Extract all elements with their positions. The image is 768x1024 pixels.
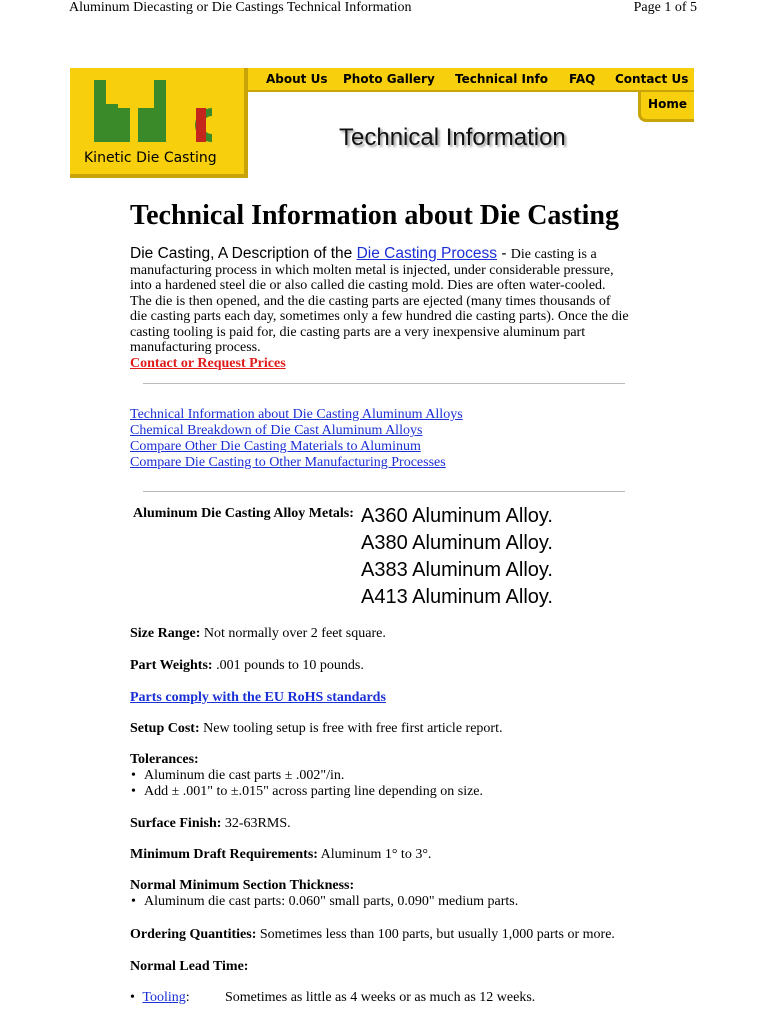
spec-size-range <box>130 626 386 642</box>
intro-dash: - <box>497 245 511 262</box>
link-compare-materials[interactable]: Compare Other Die Casting Materials to Aluminum <box>130 439 421 454</box>
divider <box>143 383 625 384</box>
spec-value: Not normally over 2 feet square. <box>200 626 386 641</box>
banner-title: Technical Information <box>339 124 566 151</box>
list-item: • Aluminum die cast parts ± .002"/in. <box>130 768 483 784</box>
intro-body: Die casting is a manufacturing process in which molten metal is injected, under considerable pressure, into a hardened steel die or also called die casting mold. Dies are often water-cooled. The die is then opened, and the die casting parts are ejected (many times thousands of die casting parts each day, sometimes only a few hundred die casting parts). Once the die casting tooling is paid for, die casting parts are a very inexpensive aluminum part manufacturing process. <box>130 247 629 355</box>
lead-time-tooling <box>130 990 536 1006</box>
tooling-colon: : <box>185 990 190 1005</box>
spec-ordering <box>130 927 615 943</box>
divider <box>143 491 625 492</box>
spec-tolerances <box>130 752 483 800</box>
spec-label: Part Weights: <box>130 658 213 673</box>
print-document-title: Aluminum Diecasting or Die Castings Technical Information <box>69 0 412 15</box>
contact-request-prices-link[interactable]: Contact or Request Prices <box>130 355 286 371</box>
spec-lead-time <box>130 959 248 975</box>
tooling-value: Sometimes as little as 4 weeks or as much as 12 weeks. <box>225 990 536 1005</box>
spec-label: Normal Minimum Section Thickness: <box>130 878 355 893</box>
nav-technical-info[interactable]: Technical Info <box>455 72 549 86</box>
link-chemical-breakdown[interactable]: Chemical Breakdown of Die Cast Aluminum Alloys <box>130 423 423 438</box>
spec-surface-finish <box>130 816 291 832</box>
spec-value: .001 pounds to 10 pounds. <box>212 658 364 673</box>
spec-label: Tolerances: <box>130 752 199 767</box>
spec-label: Setup Cost: <box>130 721 200 736</box>
link-aluminum-alloys[interactable]: Technical Information about Die Casting Aluminum Alloys <box>130 407 463 422</box>
nav-faq[interactable]: FAQ <box>569 72 596 86</box>
list-item: • Aluminum die cast parts: 0.060" small parts, 0.090" medium parts. <box>130 894 518 910</box>
spec-section-thickness <box>130 878 518 910</box>
alloy-metals-label: Aluminum Die Casting Alloy Metals: <box>133 506 354 521</box>
print-page-number: Page 1 of 5 <box>633 0 697 15</box>
page-title: Technical Information about Die Casting <box>130 200 620 231</box>
spec-value: New tooling setup is free with free first article report. <box>199 721 503 736</box>
spec-value: Aluminum 1° to 3°. <box>317 847 432 862</box>
kdc-logo-icon <box>92 78 224 148</box>
section-list <box>130 894 518 910</box>
nav-home[interactable]: Home <box>638 92 694 122</box>
tolerances-list <box>130 768 483 800</box>
intro-lead: Die Casting, A Description of the <box>130 245 357 262</box>
intro-paragraph <box>130 246 630 371</box>
spec-label: Ordering Quantities: <box>130 927 257 942</box>
spec-part-weights <box>130 658 364 674</box>
spec-label: Normal Lead Time: <box>130 959 249 974</box>
spec-label: Minimum Draft Requirements: <box>130 847 318 862</box>
spec-value: Sometimes less than 100 parts, but usually 1,000 parts or more. <box>256 927 615 942</box>
alloy-item: A413 Aluminum Alloy. <box>361 586 553 608</box>
print-header <box>0 0 768 22</box>
logo-text: Kinetic Die Casting <box>84 150 217 166</box>
site-banner <box>70 68 694 184</box>
spec-setup-cost <box>130 721 502 737</box>
nav-contact-us[interactable]: Contact Us <box>615 72 689 86</box>
list-item: • Add ± .001" to ±.015" across parting line depending on size. <box>130 784 483 800</box>
logo[interactable] <box>70 68 248 178</box>
die-casting-process-link[interactable]: Die Casting Process <box>356 245 498 262</box>
bullet: • <box>130 990 135 1005</box>
rohs-row <box>130 690 386 706</box>
alloy-list <box>361 503 553 611</box>
spec-label: Surface Finish: <box>130 816 222 831</box>
alloy-item: A360 Aluminum Alloy. <box>361 505 553 527</box>
spec-draft <box>130 847 431 863</box>
spec-value: 32-63RMS. <box>221 816 291 831</box>
spec-label: Size Range: <box>130 626 201 641</box>
alloy-item: A380 Aluminum Alloy. <box>361 532 553 554</box>
tooling-link[interactable]: Tooling <box>142 990 186 1005</box>
related-links <box>130 407 463 471</box>
link-compare-processes[interactable]: Compare Die Casting to Other Manufacturing Processes <box>130 455 446 470</box>
rohs-link[interactable]: Parts comply with the EU RoHS standards <box>130 690 386 705</box>
nav-about-us[interactable]: About Us <box>266 72 328 86</box>
nav-photo-gallery[interactable]: Photo Gallery <box>343 72 435 86</box>
alloy-item: A383 Aluminum Alloy. <box>361 559 553 581</box>
